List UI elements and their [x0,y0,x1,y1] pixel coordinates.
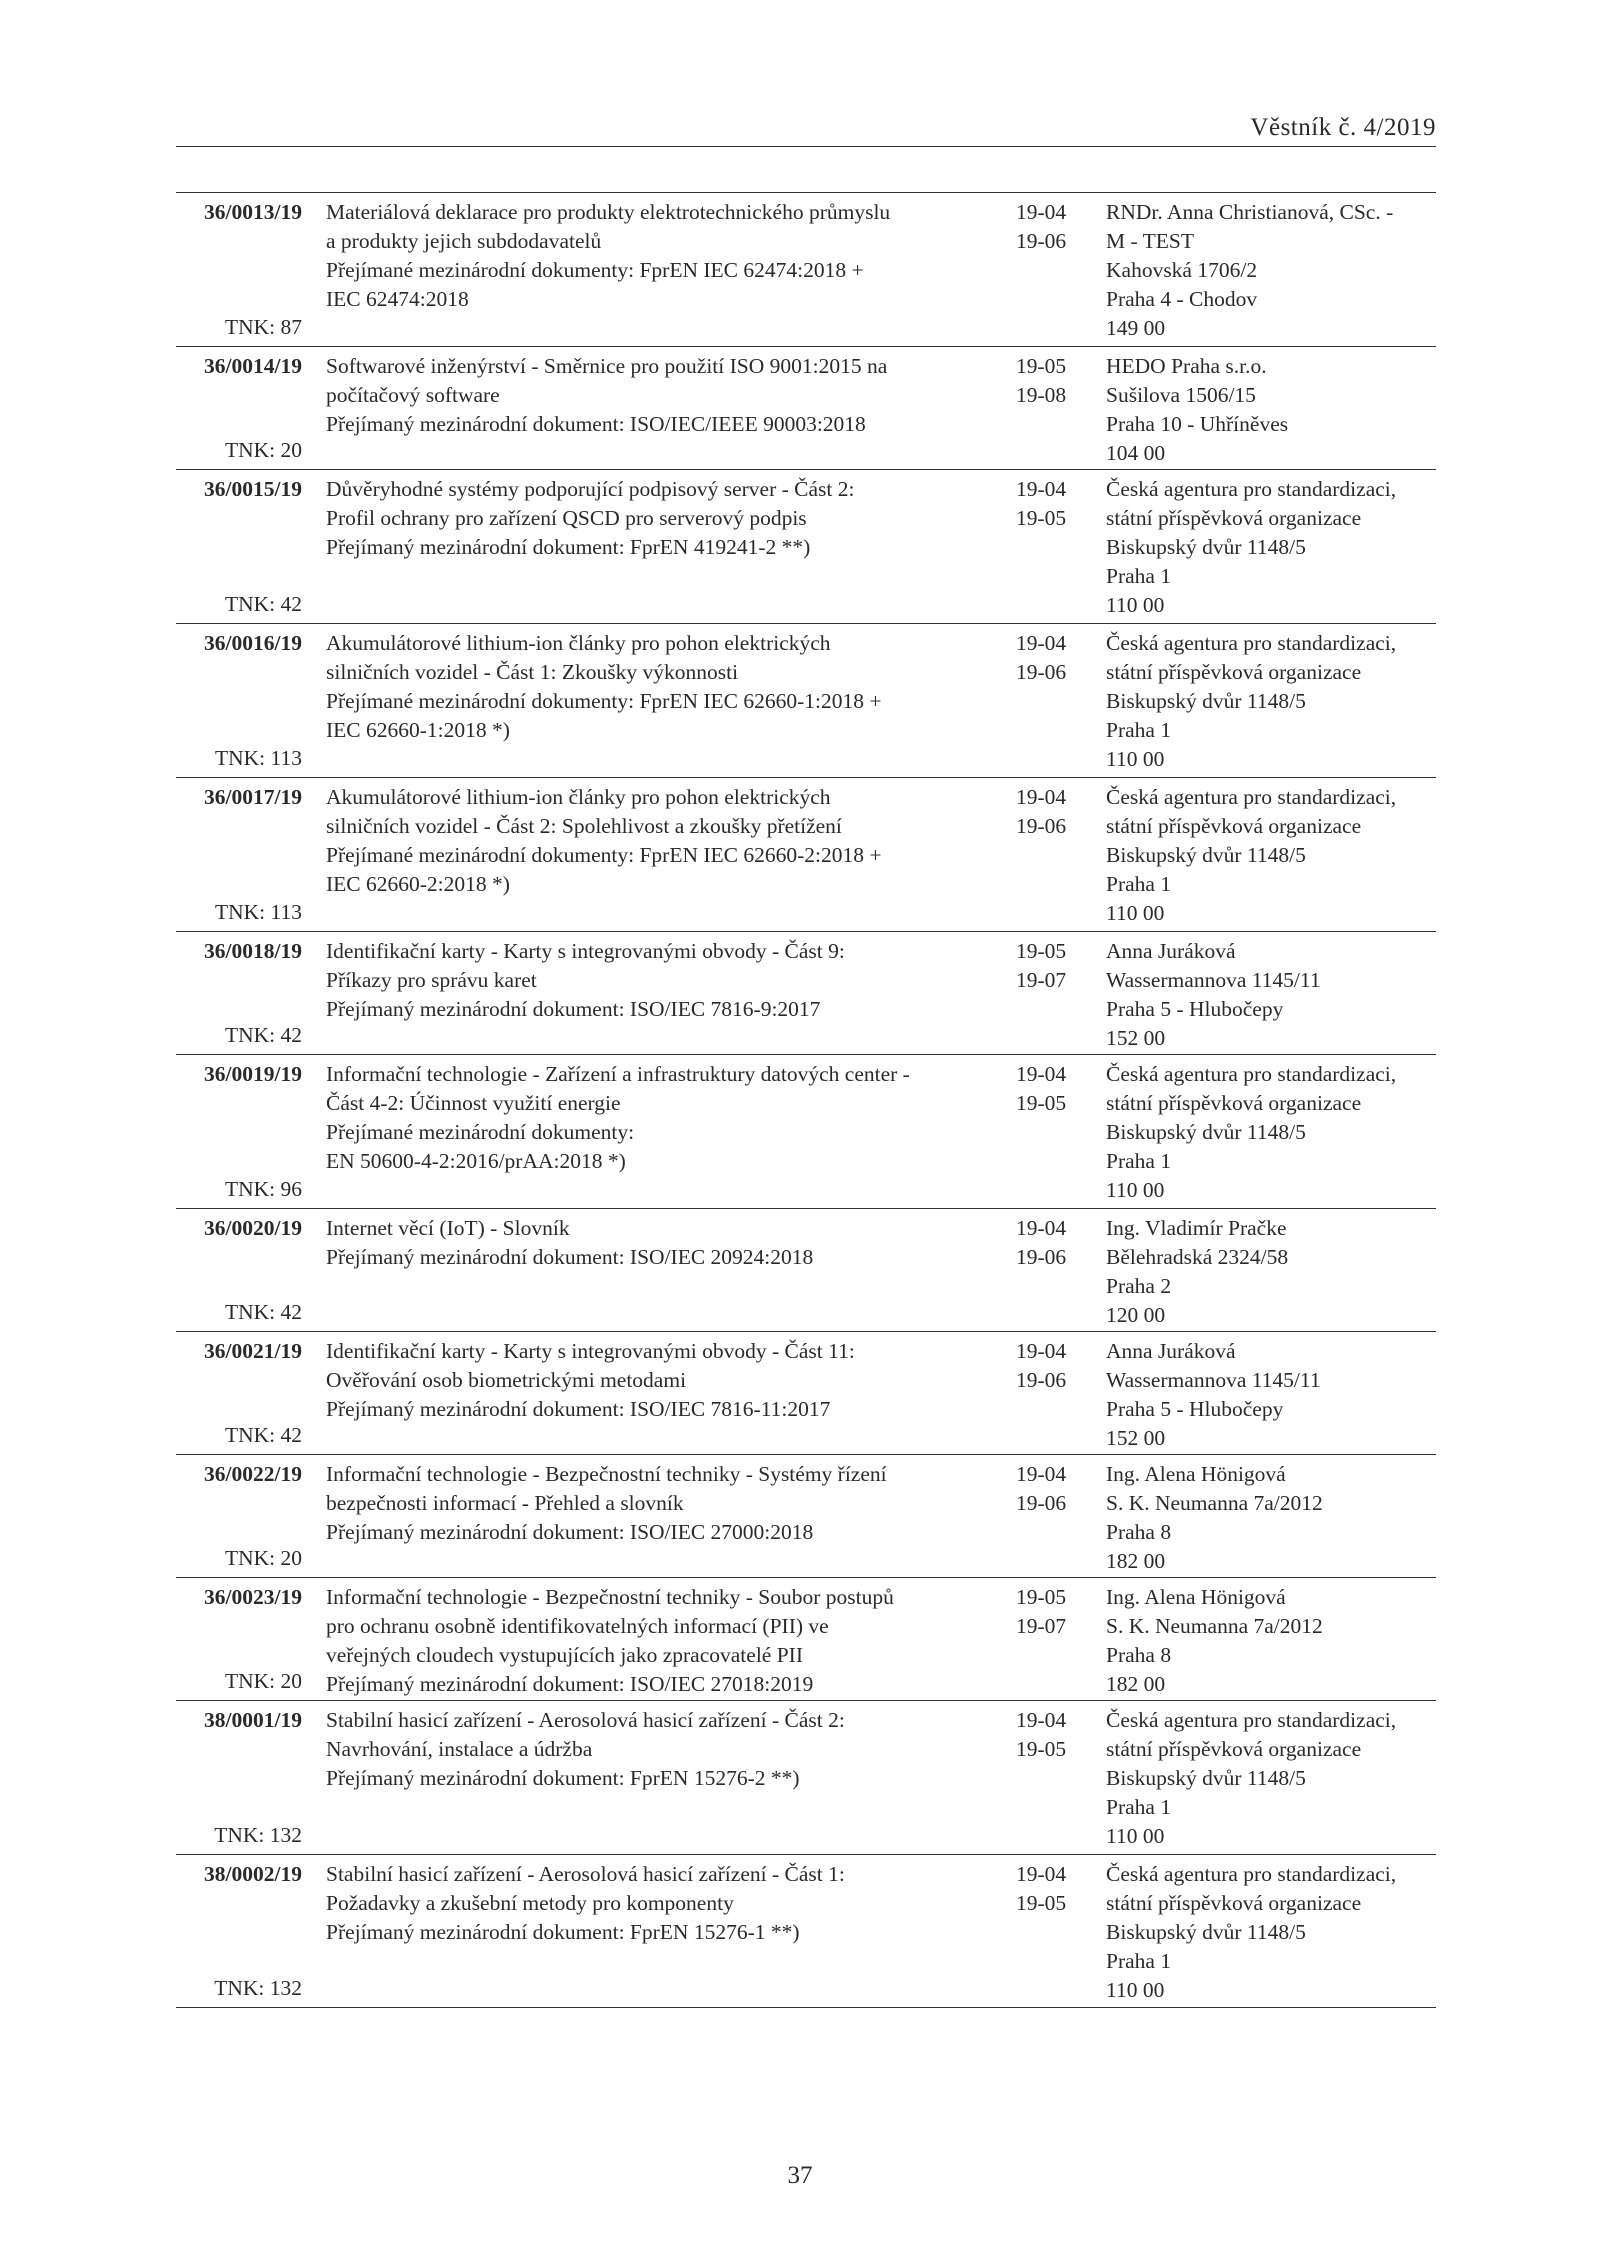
title-line: Přejímaný mezinárodní dokument: FprEN 15276-2 **) [326,1766,800,1790]
entry-number: 38/0002/19 [204,1862,302,1886]
address-line: 110 00 [1106,1178,1165,1202]
title-line: Přejímané mezinárodní dokumenty: FprEN IEC 62660-1:2018 + [326,689,882,713]
date-value: 19-04 [1016,1216,1067,1240]
title-line: silničních vozidel - Část 2: Spolehlivost a zkoušky přetížení [326,814,842,838]
title-line: Stabilní hasicí zařízení - Aerosolová hasicí zařízení - Část 1: [326,1862,845,1886]
address-line: 110 00 [1106,1824,1165,1848]
title-line: Akumulátorové lithium-ion články pro pohon elektrických [326,631,831,655]
address-line: Praha 1 [1106,1149,1172,1173]
date-value: 19-06 [1016,229,1067,253]
entry-dates [1016,475,1086,533]
entry-title [326,1214,976,1272]
entry-title [326,1337,976,1424]
address-line: Biskupský dvůr 1148/5 [1106,1120,1306,1144]
address-line: Biskupský dvůr 1148/5 [1106,689,1306,713]
processor-address [1106,1460,1446,1576]
title-line: veřejných cloudech vystupujících jako zpracovatelé PII [326,1643,803,1667]
entry-dates [1016,1860,1086,1918]
date-value: 19-05 [1016,939,1067,963]
entry-title [326,475,976,562]
title-line: Identifikační karty - Karty s integrovanými obvody - Část 9: [326,939,845,963]
date-value: 19-04 [1016,1708,1067,1732]
address-line: Praha 2 [1106,1274,1172,1298]
title-line: Příkazy pro správu karet [326,968,537,992]
title-line: IEC 62474:2018 [326,287,469,311]
address-line: Biskupský dvůr 1148/5 [1106,843,1306,867]
entry-dates [1016,1583,1086,1641]
address-line: Praha 1 [1106,564,1172,588]
address-line: Anna Juráková [1106,1339,1236,1363]
tnk-label: TNK: 20 [224,438,302,462]
entry-title [326,629,976,745]
title-line: Stabilní hasicí zařízení - Aerosolová hasicí zařízení - Část 2: [326,1708,845,1732]
entry-title [326,1060,976,1176]
address-line: státní příspěvková organizace [1106,1891,1362,1915]
entry-number: 36/0017/19 [204,785,302,809]
address-line: Česká agentura pro standardizaci, [1106,477,1397,501]
title-line: Přejímaný mezinárodní dokument: ISO/IEC/IEEE 90003:2018 [326,412,866,436]
date-value: 19-05 [1016,1891,1067,1915]
tnk-label: TNK: 87 [224,315,302,339]
tnk-label: TNK: 113 [215,900,302,924]
tnk-label: TNK: 20 [224,1669,302,1693]
address-line: 104 00 [1106,441,1166,465]
address-line: 110 00 [1106,901,1165,925]
title-line: Přejímané mezinárodní dokumenty: FprEN IEC 62660-2:2018 + [326,843,882,867]
address-line: Biskupský dvůr 1148/5 [1106,535,1306,559]
title-line: Přejímaný mezinárodní dokument: ISO/IEC 7816-11:2017 [326,1397,831,1421]
standard-entry [176,1454,1436,1577]
date-value: 19-06 [1016,660,1067,684]
title-line: Přejímaný mezinárodní dokument: ISO/IEC 20924:2018 [326,1245,814,1269]
address-line: Praha 5 - Hlubočepy [1106,1397,1284,1421]
tnk-label: TNK: 42 [224,1300,302,1324]
entry-dates [1016,937,1086,995]
entry-title [326,1460,976,1547]
standard-entry [176,1054,1436,1208]
date-value: 19-06 [1016,1491,1067,1515]
entry-number: 36/0022/19 [204,1462,302,1486]
date-value: 19-04 [1016,1462,1067,1486]
address-line: Biskupský dvůr 1148/5 [1106,1920,1306,1944]
address-line: Biskupský dvůr 1148/5 [1106,1766,1306,1790]
title-line: Přejímaný mezinárodní dokument: ISO/IEC 7816-9:2017 [326,997,821,1021]
date-value: 19-04 [1016,477,1067,501]
address-line: 182 00 [1106,1549,1166,1573]
entry-dates [1016,1060,1086,1118]
date-value: 19-04 [1016,1339,1067,1363]
address-line: 182 00 [1106,1672,1166,1696]
title-line: Přejímané mezinárodní dokumenty: [326,1120,635,1144]
address-line: Česká agentura pro standardizaci, [1106,1862,1397,1886]
processor-address [1106,1706,1446,1851]
address-line: Ing. Vladimír Pračke [1106,1216,1287,1240]
address-line: Praha 1 [1106,1795,1172,1819]
date-value: 19-05 [1016,1737,1067,1761]
date-value: 19-05 [1016,506,1067,530]
processor-address [1106,629,1446,774]
address-line: 110 00 [1106,1978,1165,2002]
address-line: Praha 1 [1106,1949,1172,1973]
entry-number: 36/0016/19 [204,631,302,655]
title-line: IEC 62660-1:2018 *) [326,718,510,742]
address-line: Ing. Alena Hönigová [1106,1462,1286,1486]
date-value: 19-05 [1016,354,1067,378]
entry-number: 36/0023/19 [204,1585,302,1609]
entry-number: 38/0001/19 [204,1708,302,1732]
processor-address [1106,1060,1446,1205]
entry-dates [1016,1337,1086,1395]
title-line: Důvěryhodné systémy podporující podpisový server - Část 2: [326,477,855,501]
entry-dates [1016,629,1086,687]
entry-number: 36/0013/19 [204,200,302,224]
address-line: S. K. Neumanna 7a/2012 [1106,1614,1323,1638]
address-line: 110 00 [1106,593,1165,617]
address-line: Česká agentura pro standardizaci, [1106,631,1397,655]
entry-title [326,1860,976,1947]
title-line: Profil ochrany pro zařízení QSCD pro serverový podpis [326,506,807,530]
address-line: HEDO Praha s.r.o. [1106,354,1267,378]
processor-address [1106,352,1446,468]
address-line: Sušilova 1506/15 [1106,383,1256,407]
address-line: Praha 1 [1106,718,1172,742]
standard-entry [176,623,1436,777]
title-line: bezpečnosti informací - Přehled a slovník [326,1491,684,1515]
address-line: Česká agentura pro standardizaci, [1106,785,1397,809]
entry-number: 36/0018/19 [204,939,302,963]
address-line: S. K. Neumanna 7a/2012 [1106,1491,1323,1515]
date-value: 19-06 [1016,1368,1067,1392]
page-header [176,110,1436,147]
title-line: Materiálová deklarace pro produkty elektrotechnického průmyslu [326,200,891,224]
processor-address [1106,1583,1446,1699]
title-line: Akumulátorové lithium-ion články pro pohon elektrických [326,785,831,809]
entry-title [326,352,976,439]
address-line: RNDr. Anna Christianová, CSc. - [1106,200,1394,224]
title-line: silničních vozidel - Část 1: Zkoušky výkonnosti [326,660,739,684]
processor-address [1106,1214,1446,1330]
standard-entry [176,346,1436,469]
entry-number: 36/0015/19 [204,477,302,501]
standard-entry [176,1577,1436,1700]
entry-title [326,1706,976,1793]
address-line: Česká agentura pro standardizaci, [1106,1062,1397,1086]
date-value: 19-05 [1016,1585,1067,1609]
title-line: Informační technologie - Bezpečnostní techniky - Soubor postupů [326,1585,894,1609]
date-value: 19-08 [1016,383,1067,407]
entry-dates [1016,198,1086,256]
date-value: 19-06 [1016,814,1067,838]
entry-dates [1016,1214,1086,1272]
address-line: Wassermannova 1145/11 [1106,968,1321,992]
title-line: Navrhování, instalace a údržba [326,1737,593,1761]
title-line: a produkty jejich subdodavatelů [326,229,602,253]
title-line: Identifikační karty - Karty s integrovanými obvody - Část 11: [326,1339,855,1363]
address-line: 110 00 [1106,747,1165,771]
address-line: Wassermannova 1145/11 [1106,1368,1321,1392]
title-line: EN 50600-4-2:2016/prAA:2018 *) [326,1149,626,1173]
address-line: státní příspěvková organizace [1106,1091,1362,1115]
journal-title: Věstník č. 4/2019 [1250,114,1436,141]
tnk-label: TNK: 42 [224,1423,302,1447]
processor-address [1106,198,1446,343]
title-line: Informační technologie - Zařízení a infrastruktury datových center - [326,1062,910,1086]
processor-address [1106,783,1446,928]
entry-number: 36/0019/19 [204,1062,302,1086]
standard-entry [176,1331,1436,1454]
standard-entry [176,1700,1436,1854]
entry-title [326,198,976,314]
entry-title [326,1583,976,1699]
title-line: Přejímaný mezinárodní dokument: ISO/IEC 27018:2019 [326,1672,814,1696]
date-value: 19-05 [1016,1091,1067,1115]
entry-title [326,937,976,1024]
title-line: Přejímaný mezinárodní dokument: ISO/IEC 27000:2018 [326,1520,814,1544]
entry-dates [1016,352,1086,410]
entry-dates [1016,783,1086,841]
address-line: 152 00 [1106,1426,1166,1450]
date-value: 19-04 [1016,200,1067,224]
address-line: Praha 5 - Hlubočepy [1106,997,1284,1021]
title-line: Přejímaný mezinárodní dokument: FprEN 15276-1 **) [326,1920,800,1944]
entry-dates [1016,1460,1086,1518]
entry-number: 36/0014/19 [204,354,302,378]
title-line: Přejímané mezinárodní dokumenty: FprEN IEC 62474:2018 + [326,258,864,282]
date-value: 19-04 [1016,785,1067,809]
tnk-label: TNK: 113 [215,746,302,770]
processor-address [1106,475,1446,620]
address-line: Praha 8 [1106,1520,1172,1544]
page-number: 37 [787,2162,813,2189]
standards-list [176,192,1436,2008]
address-line: 149 00 [1106,316,1166,340]
date-value: 19-04 [1016,1062,1067,1086]
processor-address [1106,937,1446,1053]
date-value: 19-06 [1016,1245,1067,1269]
tnk-label: TNK: 42 [224,1023,302,1047]
address-line: státní příspěvková organizace [1106,506,1362,530]
title-line: Přejímaný mezinárodní dokument: FprEN 419241-2 **) [326,535,811,559]
date-value: 19-07 [1016,1614,1067,1638]
address-line: M - TEST [1106,229,1194,253]
address-line: Bělehradská 2324/58 [1106,1245,1289,1269]
tnk-label: TNK: 132 [214,1823,302,1847]
address-line: Praha 8 [1106,1643,1172,1667]
address-line: státní příspěvková organizace [1106,660,1362,684]
standard-entry [176,1854,1436,2008]
entry-number: 36/0020/19 [204,1216,302,1240]
title-line: Ověřování osob biometrickými metodami [326,1368,687,1392]
address-line: státní příspěvková organizace [1106,814,1362,838]
address-line: Praha 1 [1106,872,1172,896]
title-line: počítačový software [326,383,500,407]
date-value: 19-04 [1016,1862,1067,1886]
standard-entry [176,777,1436,931]
date-value: 19-04 [1016,631,1067,655]
entry-title [326,783,976,899]
tnk-label: TNK: 132 [214,1976,302,2000]
standard-entry [176,469,1436,623]
processor-address [1106,1337,1446,1453]
title-line: IEC 62660-2:2018 *) [326,872,510,896]
address-line: Česká agentura pro standardizaci, [1106,1708,1397,1732]
address-line: státní příspěvková organizace [1106,1737,1362,1761]
entry-dates [1016,1706,1086,1764]
standard-entry [176,192,1436,346]
tnk-label: TNK: 20 [224,1546,302,1570]
address-line: 120 00 [1106,1303,1166,1327]
processor-address [1106,1860,1446,2005]
title-line: Internet věcí (IoT) - Slovník [326,1216,570,1240]
address-line: Ing. Alena Hönigová [1106,1585,1286,1609]
address-line: Praha 4 - Chodov [1106,287,1258,311]
title-line: Požadavky a zkušební metody pro komponenty [326,1891,734,1915]
address-line: Kahovská 1706/2 [1106,258,1258,282]
standard-entry [176,931,1436,1054]
title-line: Informační technologie - Bezpečnostní techniky - Systémy řízení [326,1462,887,1486]
title-line: Část 4-2: Účinnost využití energie [326,1091,621,1115]
address-line: 152 00 [1106,1026,1166,1050]
standard-entry [176,1208,1436,1331]
address-line: Praha 10 - Uhříněves [1106,412,1289,436]
title-line: Softwarové inženýrství - Směrnice pro použití ISO 9001:2015 na [326,354,888,378]
tnk-label: TNK: 42 [224,592,302,616]
date-value: 19-07 [1016,968,1067,992]
entry-number: 36/0021/19 [204,1339,302,1363]
address-line: Anna Juráková [1106,939,1236,963]
title-line: pro ochranu osobně identifikovatelných informací (PII) ve [326,1614,829,1638]
tnk-label: TNK: 96 [224,1177,302,1201]
